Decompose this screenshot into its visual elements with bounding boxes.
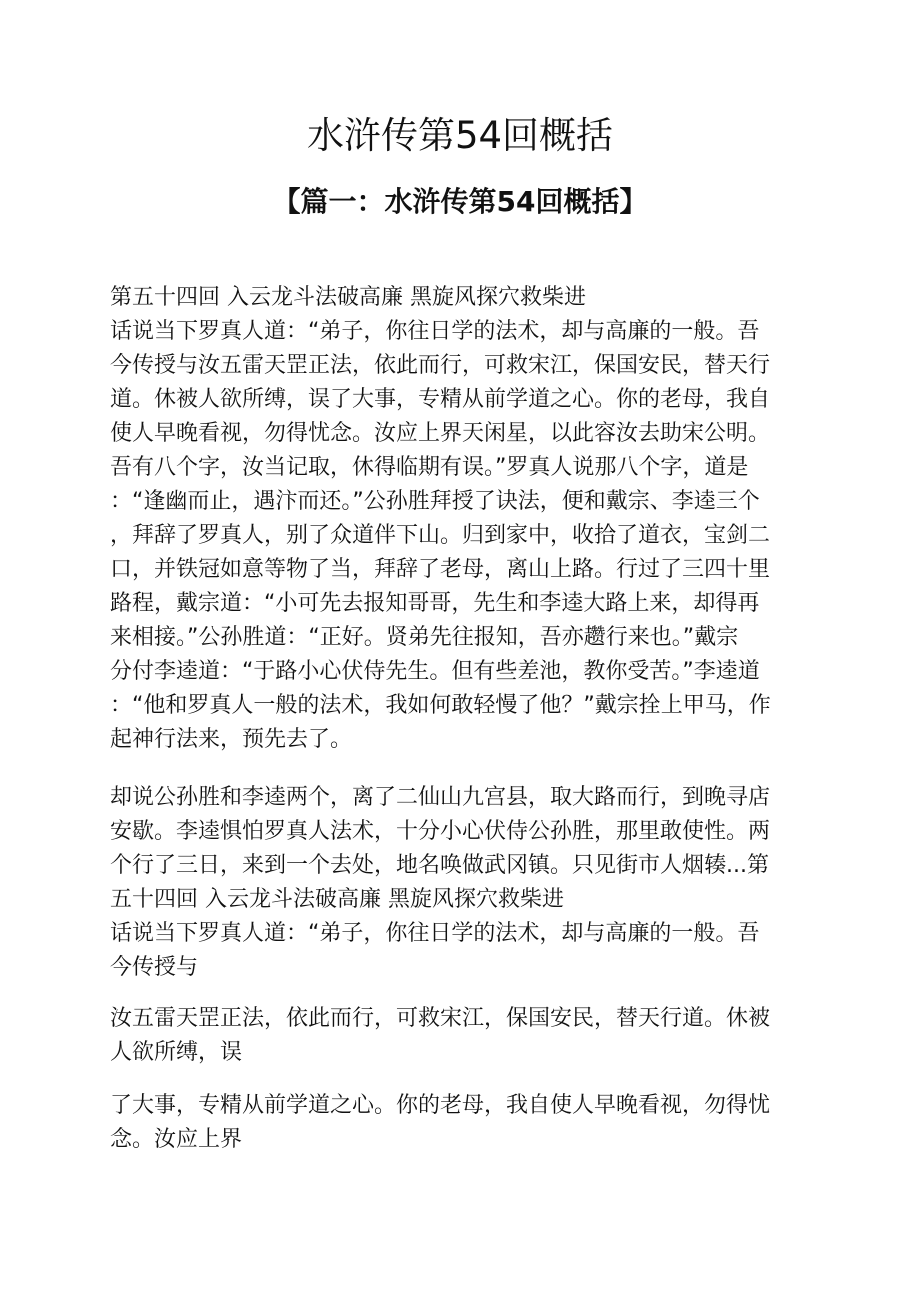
text-line: 五十四回 入云龙斗法破高廉 黑旋风探穴救柴进 [110,887,564,912]
text-line: 今传授与汝五雷天罡正法，依此而行，可救宋江，保国安民，替天行 [110,353,771,378]
text-line: 道。休被人欲所缚，误了大事，专精从前学道之心。你的老母，我自 [110,387,771,412]
paragraph-block [110,281,810,757]
text-line: 话说当下罗真人道：“弟子，你往日学的法术，却与高廉的一般。吾 [110,921,760,946]
paragraph-block [110,781,810,985]
text-line: ，拜辞了罗真人，别了众道伴下山。归到家中，收拾了道衣，宝剑二 [110,523,771,548]
text-line: 个行了三日，来到一个去处，地名唤做武冈镇。只见街市人烟辏...第 [110,853,769,878]
text-line: ：“逢幽而止，遇汴而还。”公孙胜拜授了诀法，便和戴宗、李逵三个 [110,489,760,514]
text-line: 起神行法来，预先去了。 [110,727,353,752]
text-line: 使人早晚看视，勿得忧念。汝应上界天闲星，以此容汝去助宋公明。 [110,421,771,446]
section-heading: 【篇一：水浒传第54回概括】 [272,185,648,218]
text-line: ：“他和罗真人一般的法术，我如何敢轻慢了他？”戴宗拴上甲马，作 [110,693,771,718]
document-title: 水浒传第54回概括 [306,114,614,157]
text-line: 来相接。”公孙胜道：“正好。贤弟先往报知，吾亦趱行来也。”戴宗 [110,625,739,650]
paragraph-block [110,1089,810,1157]
text-line: 人欲所缚，误 [110,1040,243,1065]
text-line: 今传授与 [110,955,199,980]
paragraph-block [110,1002,810,1070]
text-line: 路程，戴宗道：“小可先去报知哥哥，先生和李逵大路上来，却得再 [110,591,760,616]
text-line: 吾有八个字，汝当记取，休得临期有误。”罗真人说那八个字，道是 [110,455,749,480]
text-line: 第五十四回 入云龙斗法破高廉 黑旋风探穴救柴进 [110,285,586,310]
text-line: 念。汝应上界 [110,1127,243,1152]
text-line: 了大事，专精从前学道之心。你的老母，我自使人早晚看视，勿得忧 [110,1093,771,1118]
text-line: 汝五雷天罡正法，依此而行，可救宋江，保国安民，替天行道。休被 [110,1006,771,1031]
text-line: 安歇。李逵惧怕罗真人法术，十分小心伏侍公孙胜，那里敢使性。两 [110,819,771,844]
text-line: 话说当下罗真人道：“弟子，你往日学的法术，却与高廉的一般。吾 [110,319,760,344]
text-line: 分付李逵道：“于路小心伏侍先生。但有些差池，教你受苦。”李逵道 [110,659,760,684]
text-line: 口，并铁冠如意等物了当，拜辞了老母，离山上路。行过了三四十里 [110,557,771,582]
text-line: 却说公孙胜和李逵两个，离了二仙山九宫县，取大路而行，到晚寻店 [110,785,771,810]
